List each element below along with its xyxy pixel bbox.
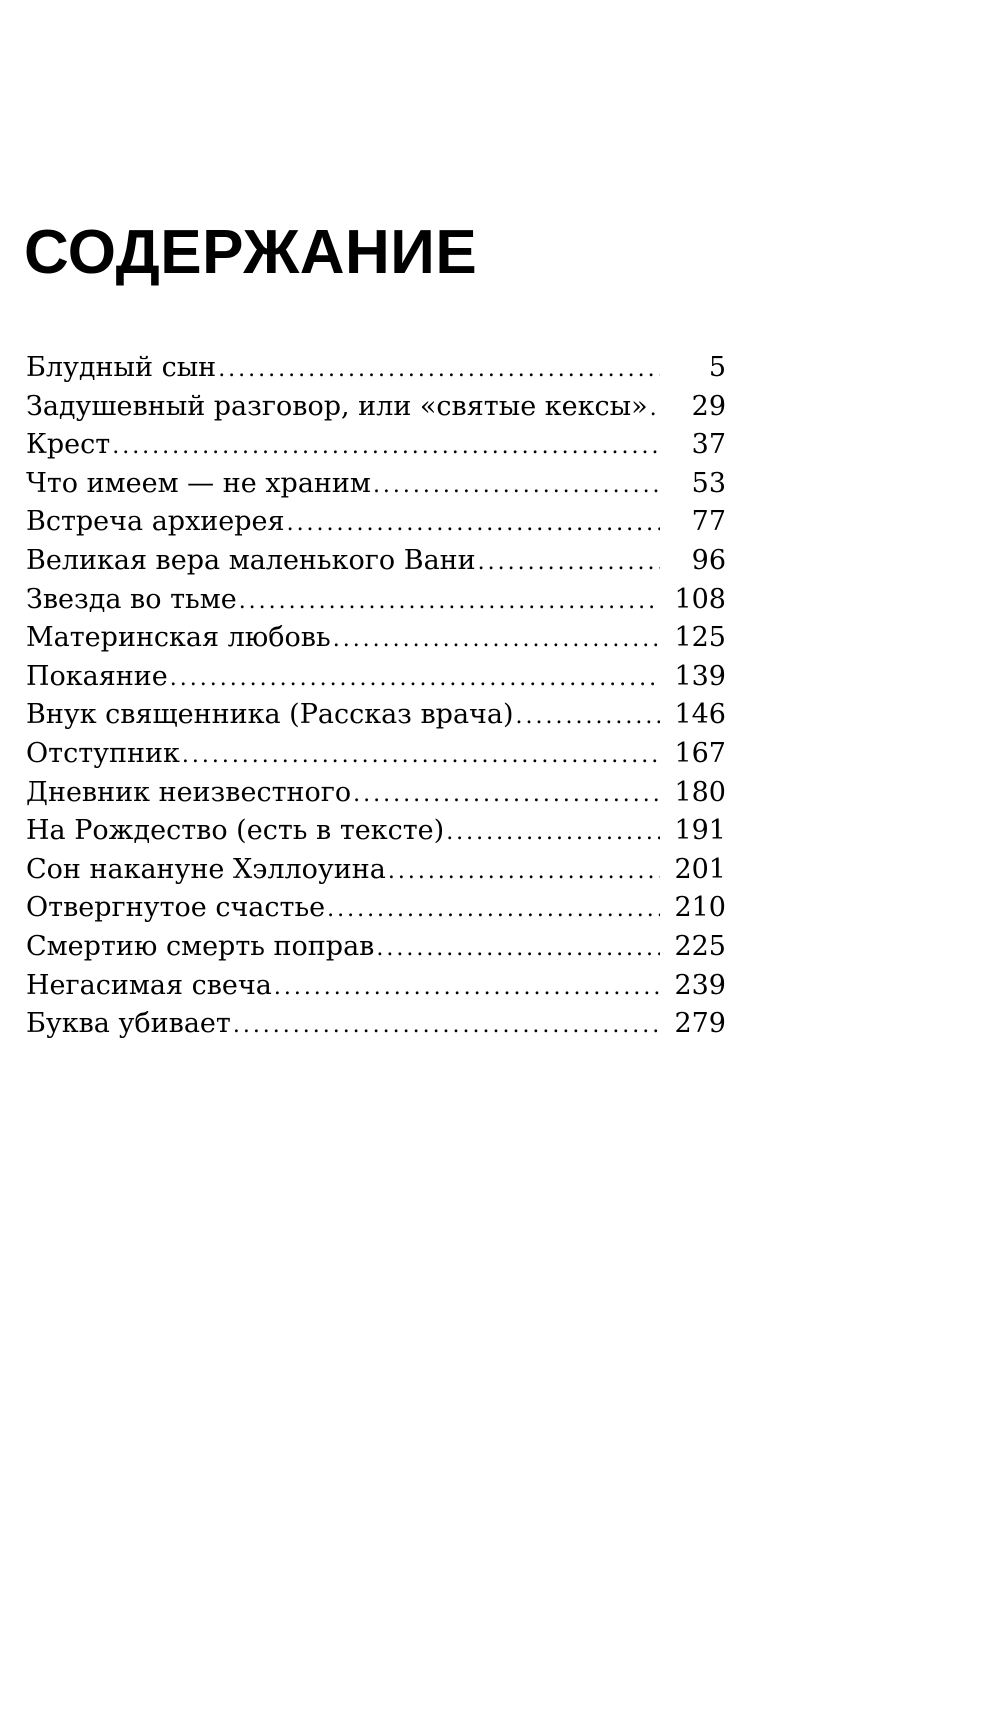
toc-entry <box>26 812 726 851</box>
toc-entry <box>26 658 726 697</box>
dot-leader <box>239 581 660 622</box>
toc-entry-page: 146 <box>674 699 726 731</box>
dot-leader <box>353 774 660 815</box>
dot-leader <box>650 388 660 429</box>
toc-entry-title: Сон накануне Хэллоуина <box>26 853 386 885</box>
dot-leader <box>233 1005 660 1046</box>
toc-entry-title: Покаяние <box>26 660 168 692</box>
dot-leader <box>170 658 660 699</box>
toc-entry-title: Отступник <box>26 737 180 769</box>
toc-entry-title: Внук священника (Рассказ врача) <box>26 699 514 731</box>
toc-entry-title: Великая вера маленького Вани <box>26 544 476 576</box>
toc-entry-title: Дневник неизвестного <box>26 776 352 808</box>
toc-entry <box>26 619 726 658</box>
table-of-contents <box>26 349 726 1044</box>
toc-entry <box>26 774 726 813</box>
dot-leader <box>516 696 660 737</box>
toc-entry-page: 180 <box>674 776 726 808</box>
toc-entry-page: 5 <box>708 352 726 383</box>
toc-entry-page: 37 <box>691 429 726 461</box>
dot-leader <box>388 851 660 892</box>
toc-entry <box>26 581 726 620</box>
dot-leader <box>333 619 660 660</box>
toc-entry-page: 191 <box>674 815 726 847</box>
toc-entry <box>26 889 726 928</box>
toc-entry-page: 77 <box>691 506 726 538</box>
toc-entry-title: Звезда во тьме <box>26 583 237 615</box>
toc-entry-page: 167 <box>674 737 726 769</box>
toc-entry-title: Материнская любовь <box>26 622 331 654</box>
toc-entry-page: 108 <box>674 583 726 615</box>
toc-entry-title: Отвергнутое счастье <box>26 892 326 924</box>
toc-entry-title: Что имеем — не храним <box>26 467 371 499</box>
toc-entry <box>26 967 726 1006</box>
toc-entry-title: Задушевный разговор, или «святые кексы» <box>26 390 648 422</box>
toc-entry-page: 96 <box>691 544 726 576</box>
toc-entry <box>26 349 726 388</box>
dot-leader <box>446 812 660 853</box>
toc-entry-title: Буква убивает <box>26 1008 231 1040</box>
page-title: СОДЕРЖАНИЕ <box>24 218 478 287</box>
dot-leader <box>376 928 660 969</box>
toc-entry <box>26 735 726 774</box>
toc-entry-page: 279 <box>674 1008 726 1040</box>
toc-entry <box>26 388 726 427</box>
toc-entry-page: 201 <box>674 853 726 885</box>
toc-entry-page: 139 <box>674 660 726 692</box>
toc-entry-title: Встреча архиерея <box>26 506 285 538</box>
toc-entry-title: Смертию смерть поправ <box>26 930 375 962</box>
toc-entry-title: Крест <box>26 429 111 461</box>
toc-entry <box>26 426 726 465</box>
toc-entry-title: Негасимая свеча <box>26 969 272 1001</box>
toc-entry <box>26 696 726 735</box>
toc-entry-page: 225 <box>674 930 726 962</box>
toc-entry <box>26 503 726 542</box>
dot-leader <box>218 349 660 390</box>
toc-entry <box>26 928 726 967</box>
dot-leader <box>478 542 660 583</box>
toc-entry-page: 29 <box>691 390 726 422</box>
toc-entry <box>26 465 726 504</box>
dot-leader <box>182 735 660 776</box>
toc-entry-page: 53 <box>691 467 726 499</box>
dot-leader <box>287 503 660 544</box>
dot-leader <box>112 426 660 467</box>
toc-entry-page: 125 <box>674 622 726 654</box>
toc-entry-title: На Рождество (есть в тексте) <box>26 815 445 847</box>
dot-leader <box>274 967 660 1008</box>
toc-entry-page: 210 <box>674 892 726 924</box>
toc-entry <box>26 542 726 581</box>
toc-entry-title: Блудный сын <box>26 352 217 383</box>
dot-leader <box>327 889 660 930</box>
toc-entry <box>26 851 726 890</box>
dot-leader <box>373 465 660 506</box>
toc-entry-page: 239 <box>674 969 726 1001</box>
toc-entry <box>26 1005 726 1044</box>
